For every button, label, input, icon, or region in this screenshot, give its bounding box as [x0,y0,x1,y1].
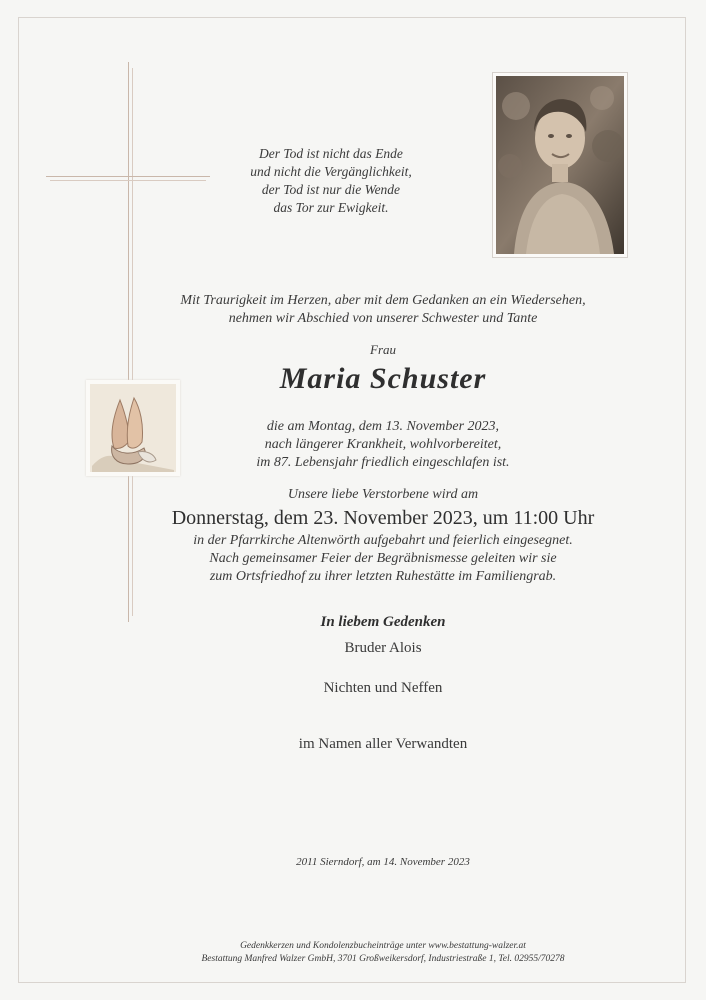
quote-line: und nicht die Vergänglichkeit, [250,164,412,179]
mourner-line: Bruder Alois [344,640,422,656]
footer [110,940,656,966]
quote-line: das Tor zur Ewigkeit. [273,200,389,215]
deceased-name: Maria Schuster [279,362,487,395]
funeral-intro: Unsere liebe Verstorbene wird am [287,487,479,502]
death-line: im 87. Lebensjahr friedlich eingeschlafen ist. [256,455,510,470]
death-line: nach längerer Krankheit, wohlvorbereitet, [264,437,502,452]
quote-line: Der Tod ist nicht das Ende [259,146,403,161]
intro-line: nehmen wir Abschied von unserer Schwester und Tante [228,311,538,326]
funeral-details [110,532,656,586]
quote-line: der Tod ist nur die Wende [261,182,401,197]
intro-line: Mit Traurigkeit im Herzen, aber mit dem Gedanken an ein Wiedersehen, [180,293,586,308]
intro-text [110,292,656,328]
mourner-line: Nichten und Neffen [323,680,443,696]
salutation: Frau [370,342,396,357]
place-date: 2011 Sierndorf, am 14. November 2023 [296,856,470,868]
funeral-date: Donnerstag, dem 23. November 2023, um 11:00 Uhr [171,507,595,529]
death-details [110,418,656,472]
quote-block [196,145,466,217]
mourner-line: im Namen aller Verwandten [298,736,468,752]
death-line: die am Montag, dem 13. November 2023, [266,419,500,434]
footer-line: Bestattung Manfred Walzer GmbH, 3701 Großweikersdorf, Industriestraße 1, Tel. 02955/70278 [201,954,565,964]
portrait-photo [492,72,628,258]
memory-heading: In liebem Gedenken [320,614,446,630]
footer-line: Gedenkkerzen und Kondolenzbucheinträge unter www.bestattung-walzer.at [240,941,526,951]
funeral-line: in der Pfarrkirche Altenwörth aufgebahrt und feierlich eingesegnet. [193,533,573,548]
funeral-line: Nach gemeinsamer Feier der Begräbnismesse geleiten wir sie [209,551,557,566]
funeral-line: zum Ortsfriedhof zu ihrer letzten Ruhestätte im Familiengrab. [209,569,557,584]
